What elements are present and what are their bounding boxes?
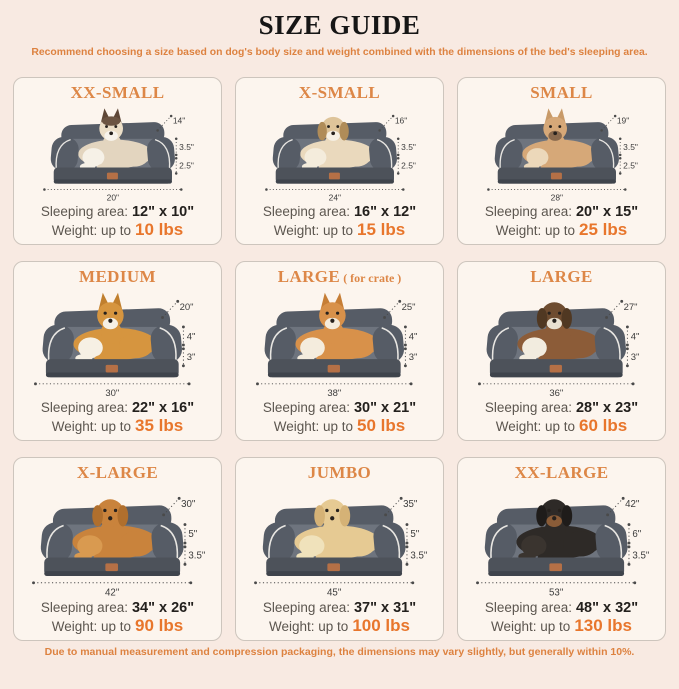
dim-upper-height-label: 5" [410,529,420,541]
sleeping-area-value: 30" x 21" [353,400,417,416]
dog-bed-image [240,289,439,399]
sleeping-area-line [41,203,194,221]
size-card-title [530,82,592,105]
weight-line [274,417,406,436]
dog-bed-image [240,485,439,599]
dim-upper-height-label: 4" [630,331,640,343]
sleeping-area-label: Sleeping area: [40,600,128,615]
dim-lower-height-label: 3.5" [188,550,206,562]
weight-value: 50 lbs [357,416,406,435]
size-card-large-for-crate [235,261,444,441]
dim-upper-height-label: 4" [186,331,196,343]
sleeping-area-label: Sleeping area: [262,204,350,219]
sleeping-area-line [263,599,416,617]
sleeping-area-label: Sleeping area: [484,600,572,615]
size-card-large [457,261,666,441]
dim-lower-height-label: 3.5" [410,550,428,562]
sleeping-area-label: Sleeping area: [262,400,350,415]
sleeping-area-label: Sleeping area: [40,204,128,219]
footer-note: Due to manual measurement and compression packaging, the dimensions may vary slightly, but generally within 10%. [44,646,635,658]
sleeping-area-line [485,203,638,221]
page-title: SIZE GUIDE [258,10,421,40]
weight-label: Weight: up to [495,223,576,238]
weight-line [269,617,410,636]
weight-label: Weight: up to [273,223,354,238]
dim-upper-height-label: 3.5" [623,141,638,152]
size-name: LARGE [277,267,341,286]
dim-lower-height-label: 2.5" [401,160,416,171]
dog-bed-image [462,105,661,203]
weight-label: Weight: up to [51,419,132,434]
weight-line [496,221,628,240]
size-card-title [77,462,158,485]
sleeping-area-value: 28" x 23" [575,400,639,416]
weight-value: 130 lbs [574,616,632,635]
size-name: X-LARGE [76,463,159,482]
weight-line [52,417,184,436]
weight-value: 25 lbs [579,220,628,239]
weight-value: 60 lbs [579,416,628,435]
sleeping-area-value: 22" x 16" [131,400,195,416]
dim-depth-label: 19" [616,115,630,126]
sleeping-area-value: 37" x 31" [353,600,417,616]
dim-width-label: 45" [327,587,342,599]
size-name-suffix: ( for crate ) [340,271,402,285]
dim-upper-height-label: 3.5" [179,141,194,152]
sleeping-area-line [263,399,416,417]
bed-illustration [462,485,661,599]
weight-value: 15 lbs [357,220,406,239]
dim-depth-label: 16" [394,115,408,126]
dim-depth-label: 20" [179,301,194,313]
dim-depth-label: 42" [625,499,640,511]
weight-label: Weight: up to [495,419,576,434]
dim-width-label: 42" [105,587,120,599]
bed-illustration [240,105,439,203]
dim-width-label: 24" [328,192,342,203]
sleeping-area-line [41,599,194,617]
dim-width-label: 36" [549,388,564,399]
size-card-title [530,266,592,289]
sleeping-area-line [41,399,194,417]
dim-depth-label: 14" [172,115,186,126]
weight-label: Weight: up to [51,619,132,634]
bed-illustration [18,105,217,203]
dim-upper-height-label: 5" [188,529,198,541]
size-card-xx-small [13,77,222,245]
bed-illustration [18,485,217,599]
size-card-jumbo [235,457,444,641]
sleeping-area-value: 34" x 26" [131,600,195,616]
page-subtitle: Recommend choosing a size based on dog's body size and weight combined with the dimensions of the bed's sleeping area. [31,47,648,58]
size-name: LARGE [530,267,593,286]
weight-value: 35 lbs [135,416,184,435]
weight-label: Weight: up to [269,619,349,634]
weight-label: Weight: up to [273,419,354,434]
weight-value: 90 lbs [135,616,184,635]
size-card-title [79,266,156,289]
bed-illustration [462,289,661,399]
size-name: SMALL [530,83,593,102]
size-card-x-large [13,457,222,641]
weight-line [496,417,628,436]
weight-line [274,221,406,240]
size-card-small [457,77,666,245]
size-name: XX-SMALL [70,83,165,102]
size-card-title [299,82,380,105]
bed-illustration [240,485,439,599]
sleeping-area-label: Sleeping area: [484,204,572,219]
sleeping-area-line [485,599,638,617]
dim-depth-label: 27" [623,301,638,313]
weight-line [52,617,184,636]
dim-width-label: 53" [549,587,564,599]
dim-upper-height-label: 4" [408,331,418,343]
size-card-title [71,82,165,105]
dim-upper-height-label: 6" [632,529,642,541]
dog-bed-image [462,485,661,599]
dim-width-label: 30" [105,388,120,399]
bed-illustration [462,105,661,203]
weight-label: Weight: up to [51,223,132,238]
dim-lower-height-label: 3" [630,352,640,364]
sleeping-area-value: 20" x 15" [575,204,639,220]
size-card-x-small [235,77,444,245]
sleeping-area-label: Sleeping area: [262,600,350,615]
size-name: MEDIUM [79,267,156,286]
sleeping-area-label: Sleeping area: [40,400,128,415]
size-card-title [308,462,371,485]
weight-label: Weight: up to [491,619,571,634]
bed-illustration [18,289,217,399]
dim-lower-height-label: 2.5" [623,160,638,171]
sleeping-area-line [485,399,638,417]
dog-bed-image [18,289,217,399]
dim-upper-height-label: 3.5" [401,141,416,152]
size-card-title [515,462,609,485]
dog-bed-image [18,485,217,599]
dim-lower-height-label: 3.5" [632,550,650,562]
size-card-xx-large [457,457,666,641]
dim-width-label: 28" [550,192,564,203]
sleeping-area-value: 48" x 32" [575,600,639,616]
size-card-title [278,266,402,289]
dim-width-label: 20" [106,192,120,203]
sleeping-area-value: 12" x 10" [131,204,195,220]
size-card-medium [13,261,222,441]
sleeping-area-label: Sleeping area: [484,400,572,415]
size-name: JUMBO [307,463,372,482]
weight-value: 10 lbs [135,220,184,239]
size-name: X-SMALL [298,83,381,102]
dog-bed-image [240,105,439,203]
weight-value: 100 lbs [352,616,410,635]
dim-lower-height-label: 3" [186,352,196,364]
dim-depth-label: 25" [401,301,416,313]
dim-lower-height-label: 3" [408,352,418,364]
weight-line [52,221,184,240]
weight-line [491,617,632,636]
dim-depth-label: 30" [181,499,196,511]
sleeping-area-value: 16" x 12" [353,204,417,220]
size-grid [0,77,679,641]
bed-illustration [240,289,439,399]
sleeping-area-line [263,203,416,221]
size-name: XX-LARGE [514,463,609,482]
dim-depth-label: 35" [403,499,418,511]
dim-lower-height-label: 2.5" [179,160,194,171]
dim-width-label: 38" [327,388,342,399]
dog-bed-image [462,289,661,399]
dog-bed-image [18,105,217,203]
